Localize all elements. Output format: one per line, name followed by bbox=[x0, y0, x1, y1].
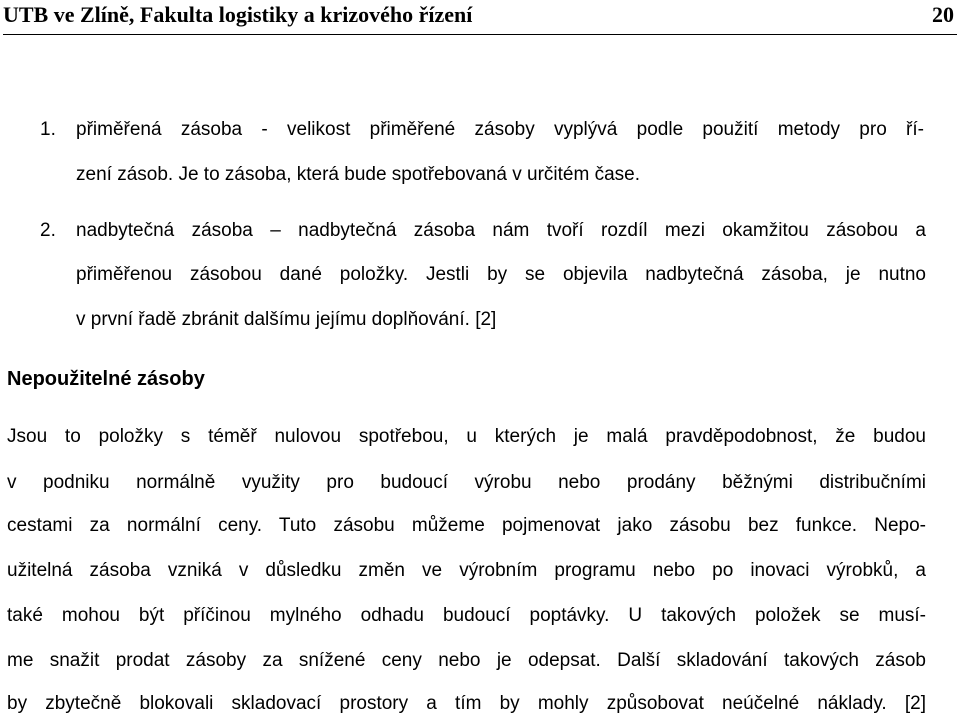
paragraph-line: v podniku normálně využity pro budoucí výrobu nebo prodány běžnými distribučními bbox=[7, 472, 926, 493]
page-header bbox=[3, 0, 957, 35]
list-marker: 2. bbox=[40, 220, 56, 241]
list-line: nadbytečná zásoba – nadbytečná zásoba nám tvoří rozdíl mezi okamžitou zásobou a bbox=[76, 220, 926, 241]
list-line: přiměřenou zásobou dané položky. Jestli by se objevila nadbytečná zásoba, je nutno bbox=[76, 264, 926, 285]
list-line: v první řadě zbránit dalšímu jejímu doplňování. [2] bbox=[76, 309, 497, 330]
paragraph-line: me snažit prodat zásoby za snížené ceny nebo je odepsat. Další skladování takových zásob bbox=[7, 650, 926, 671]
paragraph-line: cestami za normální ceny. Tuto zásobu můžeme pojmenovat jako zásobu bez funkce. Nepo- bbox=[7, 515, 926, 536]
section-heading: Nepoužitelné zásoby bbox=[7, 368, 205, 390]
paragraph-line: také mohou být příčinou mylného odhadu budoucí poptávky. U takových položek se musí- bbox=[7, 605, 926, 626]
paragraph-line: užitelná zásoba vzniká v důsledku změn ve výrobním programu nebo po inovaci výrobků, a bbox=[7, 560, 926, 581]
paragraph-line: by zbytečně blokovali skladovací prostory a tím by mohly způsobovat neúčelné náklady. [2] bbox=[7, 693, 926, 714]
list-line: přiměřená zásoba - velikost přiměřené zásoby vyplývá podle použití metody pro ří- bbox=[76, 119, 924, 140]
list-line: zení zásob. Je to zásoba, která bude spotřebovaná v určitém čase. bbox=[76, 164, 640, 185]
page-number: 20 bbox=[932, 2, 954, 27]
paragraph-line: Jsou to položky s téměř nulovou spotřebou, u kterých je malá pravděpodobnost, že budou bbox=[7, 426, 926, 447]
list-marker: 1. bbox=[40, 119, 56, 140]
header-title: UTB ve Zlíně, Fakulta logistiky a krizového řízení bbox=[3, 2, 473, 27]
